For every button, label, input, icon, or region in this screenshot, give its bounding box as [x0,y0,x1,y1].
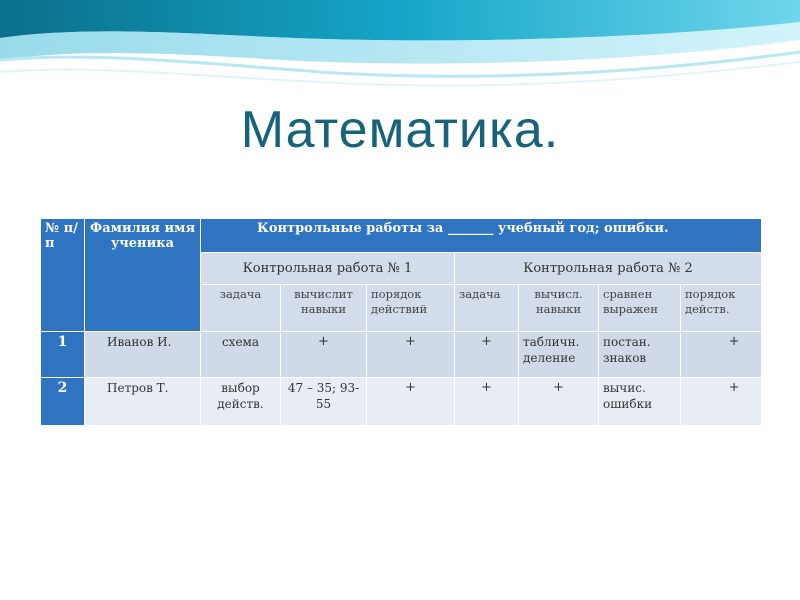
header-num: № п/п [41,219,85,332]
row-number: 1 [41,332,85,378]
result-cell: схема [201,332,281,378]
result-cell: + [681,378,762,426]
result-cell: + [681,332,762,378]
work-2-header: Контрольная работа № 2 [455,253,762,285]
row-number: 2 [41,378,85,426]
result-cell: + [281,332,367,378]
header-name: Фамилия имя ученика [85,219,201,332]
table-row [41,378,762,426]
header-decoration [0,0,800,105]
student-name: Иванов И. [85,332,201,378]
table-row [41,332,762,378]
col-header: сравнен выражен [599,285,681,332]
header-main: Контрольные работы за _______ учебный год; ошибки. [201,219,762,253]
result-cell: + [367,332,455,378]
grades-table [40,218,762,426]
result-cell: + [455,332,519,378]
result-cell: вычис. ошибки [599,378,681,426]
col-header: вычислит навыки [281,285,367,332]
work-1-header: Контрольная работа № 1 [201,253,455,285]
result-cell: табличн. деление [519,332,599,378]
result-cell: + [455,378,519,426]
col-header: задача [455,285,519,332]
result-cell: выбор действ. [201,378,281,426]
col-header: вычисл. навыки [519,285,599,332]
student-name: Петров Т. [85,378,201,426]
result-cell: постан. знаков [599,332,681,378]
result-cell: + [519,378,599,426]
col-header: порядок действ. [681,285,762,332]
slide-title: Математика. [240,101,560,159]
col-header: порядок действий [367,285,455,332]
result-cell: + [367,378,455,426]
col-header: задача [201,285,281,332]
result-cell: 47 – 35; 93- 55 [281,378,367,426]
